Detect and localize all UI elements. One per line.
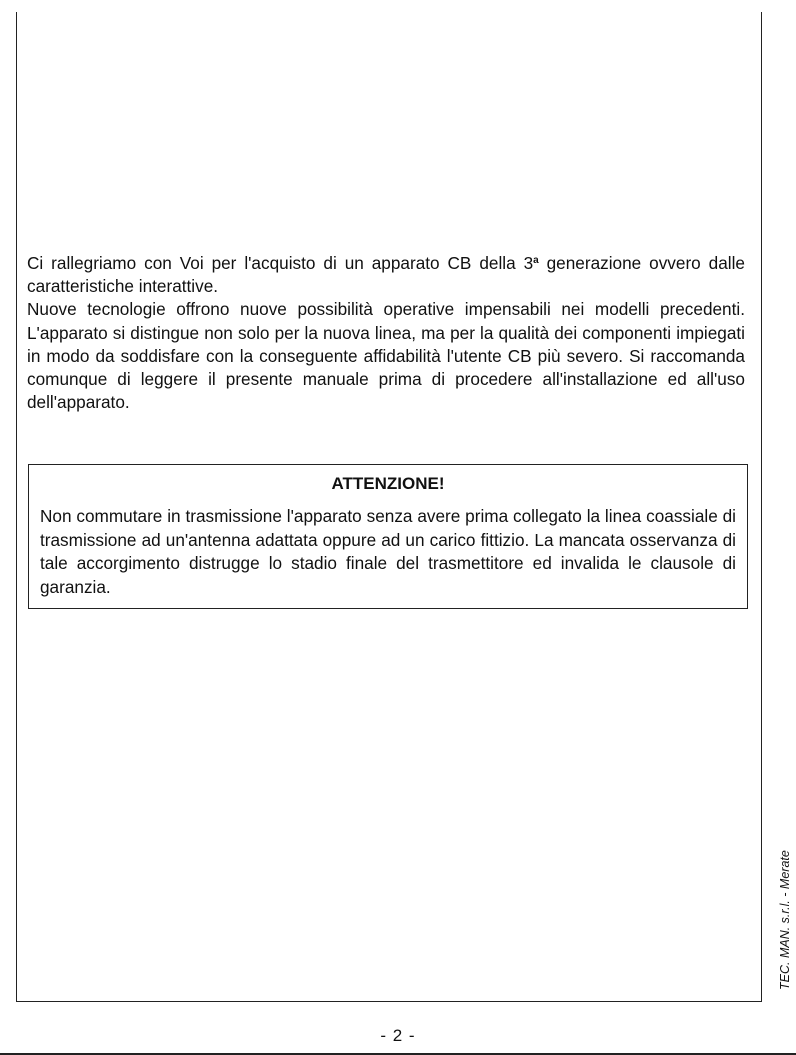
intro-paragraph-1 (27, 252, 745, 298)
warning-box (28, 464, 748, 609)
page-number: - 2 - (380, 1026, 416, 1045)
intro-text-part: generazione ovvero dalle caratteristiche interattive. (27, 253, 745, 297)
intro-paragraph-2: Nuove tecnologie offrono nuove possibilità operative impensabili nei modelli precedenti. L'apparato si distingue non solo per la nuova linea, ma per la qualità dei componenti impiegati in modo da soddisfare con la conseguente affidabilità l'utente CB più severo. Si raccomanda comunque di leggere il presente manuale prima di procedere all'installazione ed all'uso dell'apparato. (27, 299, 745, 413)
warning-title: ATTENZIONE! (331, 474, 445, 493)
ordinal-superscript: a (533, 255, 539, 266)
intro-text-part: Ci rallegriamo con Voi per l'acquisto di un apparato CB della 3 (27, 253, 534, 273)
intro-text (27, 252, 745, 414)
warning-text: Non commutare in trasmissione l'apparato senza avere prima collegato la linea coassiale di trasmissione ad un'antenna adattata oppure ad un carico fittizio. La mancata osservanza di tale accorgimento distrugge lo stadio finale del trasmettitore ed invalida le clausole di garanzia. (40, 506, 736, 597)
side-credit: TEC. MAN. s.r.l. - Merate (778, 850, 792, 990)
